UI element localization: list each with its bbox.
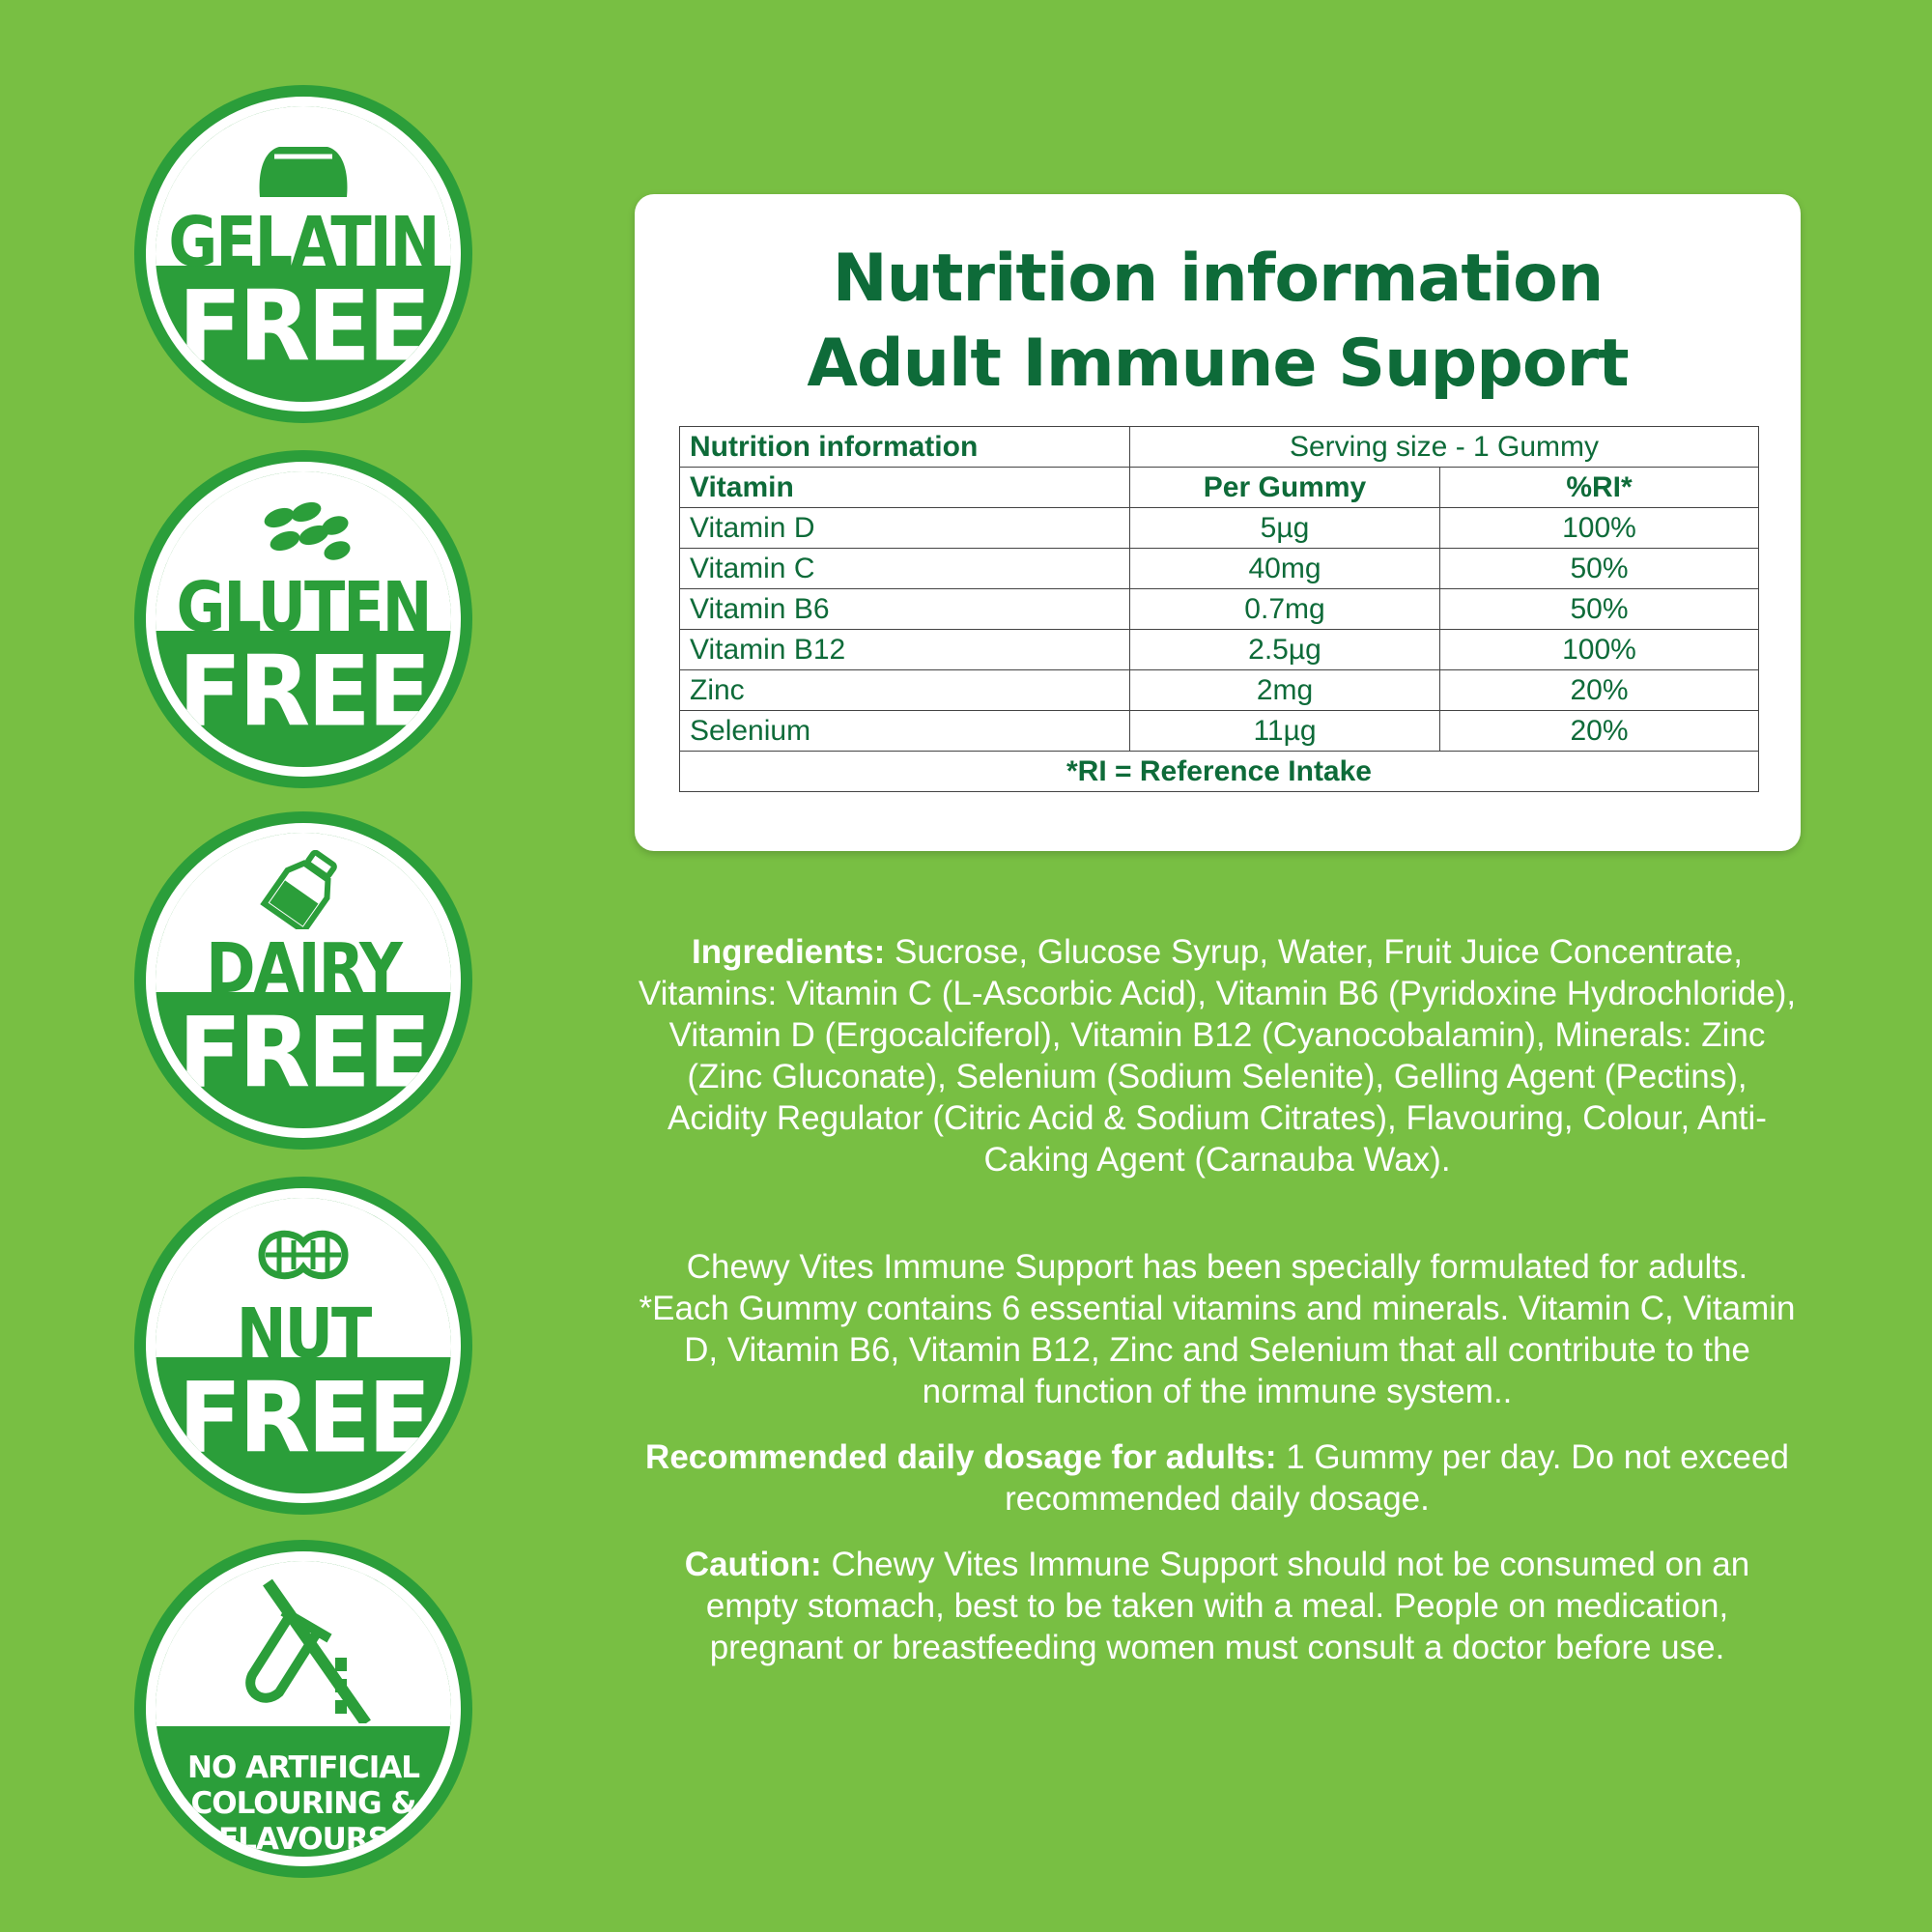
row-per: 40mg [1130,549,1440,589]
badge-word: GELATIN [168,201,439,283]
caution-text [638,1544,1797,1668]
row-name: Selenium [680,711,1130,752]
card-title [635,237,1801,407]
row-per: 0.7mg [1130,589,1440,630]
no-artificial-badge [134,1540,472,1878]
row-ri: 20% [1440,711,1759,752]
badge-line-1: NO ARTIFICIAL [187,1750,419,1785]
nutrition-table [679,426,1759,792]
row-name: Zinc [680,670,1130,711]
badge-free: FREE [178,1361,429,1475]
header-label: Nutrition information [680,427,1130,468]
card-title-line-2: Adult Immune Support [807,326,1629,402]
col-vitamin: Vitamin [680,468,1130,508]
row-ri: 20% [1440,670,1759,711]
table-row [680,549,1759,589]
row-per: 11µg [1130,711,1440,752]
badge-free: FREE [178,635,429,749]
table-row [680,630,1759,670]
badge-free: FREE [178,996,429,1110]
badge-free: FREE [178,270,429,384]
caution-body: Chewy Vites Immune Support should not be consumed on an empty stomach, best to be taken with a meal. People on medication, pregnant or breastfeeding women must consult a doctor before use. [705,1546,1750,1666]
badge-line-3: FLAVOURS [218,1822,388,1857]
badge-word: DAIRY [206,927,401,1009]
row-ri: 100% [1440,508,1759,549]
table-row [680,508,1759,549]
milk-bottle-icon [250,850,356,929]
crossed-test-tube-icon [221,1578,385,1723]
row-per: 5µg [1130,508,1440,549]
ingredients-body: Sucrose, Glucose Syrup, Water, Fruit Juice Concentrate, Vitamins: Vitamin C (L-Ascorbic Acid), Vitamin B6 (Pyridoxine Hydrochloride), Vitamin D (Ergocalciferol), Vitamin B12 (Cyanocobalamin), Minerals: Zinc (Zinc Gluconate), Selenium (Sodium Selenite), Gelling Agent (Pectins), Acidity Regulator (Citric Acid & Sodium Citrates), Flavouring, Colour, Anti-Caking Agent (Carnauba Wax). [638,933,1797,1179]
ingredients-label: Ingredients: [692,933,886,971]
row-ri: 50% [1440,549,1759,589]
table-header-row [680,427,1759,468]
description-text: Chewy Vites Immune Support has been specially formulated for adults. *Each Gummy contains 6 essential vitamins and minerals. Vitamin C, Vitamin D, Vitamin B6, Vitamin B12, Zinc and Selenium that all contribute to the normal function of the immune system.. [639,1248,1796,1410]
gluten-free-badge [134,450,472,788]
gelatin-free-badge [134,85,472,423]
serving-size: Serving size - 1 Gummy [1130,427,1759,468]
col-per-gummy: Per Gummy [1130,468,1440,508]
row-name: Vitamin B6 [680,589,1130,630]
row-ri: 50% [1440,589,1759,630]
footnote: *RI = Reference Intake [680,752,1759,792]
badge-line-2: COLOURING & [190,1786,416,1821]
footnote-row [680,752,1759,792]
column-header-row [680,468,1759,508]
row-name: Vitamin B12 [680,630,1130,670]
wheat-icon [250,498,356,566]
row-ri: 100% [1440,630,1759,670]
dosage-text [638,1436,1797,1520]
ingredients-text [638,931,1797,1180]
caution-label: Caution: [684,1546,822,1583]
dairy-free-badge [134,811,472,1150]
nutrition-card [635,194,1801,851]
table-row [680,670,1759,711]
table-row [680,589,1759,630]
col-ri: %RI* [1440,468,1759,508]
gummy-icon [250,137,356,205]
row-name: Vitamin D [680,508,1130,549]
row-per: 2mg [1130,670,1440,711]
nut-free-badge [134,1177,472,1515]
table-row [680,711,1759,752]
peanut-icon [250,1221,356,1289]
row-name: Vitamin C [680,549,1130,589]
badge-word: GLUTEN [176,566,431,648]
card-title-line-1: Nutrition information [832,241,1604,317]
dosage-body: 1 Gummy per day. Do not exceed recommended daily dosage. [1005,1438,1789,1518]
dosage-label: Recommended daily dosage for adults: [645,1438,1277,1476]
badge-word: NUT [236,1293,371,1375]
row-per: 2.5µg [1130,630,1440,670]
